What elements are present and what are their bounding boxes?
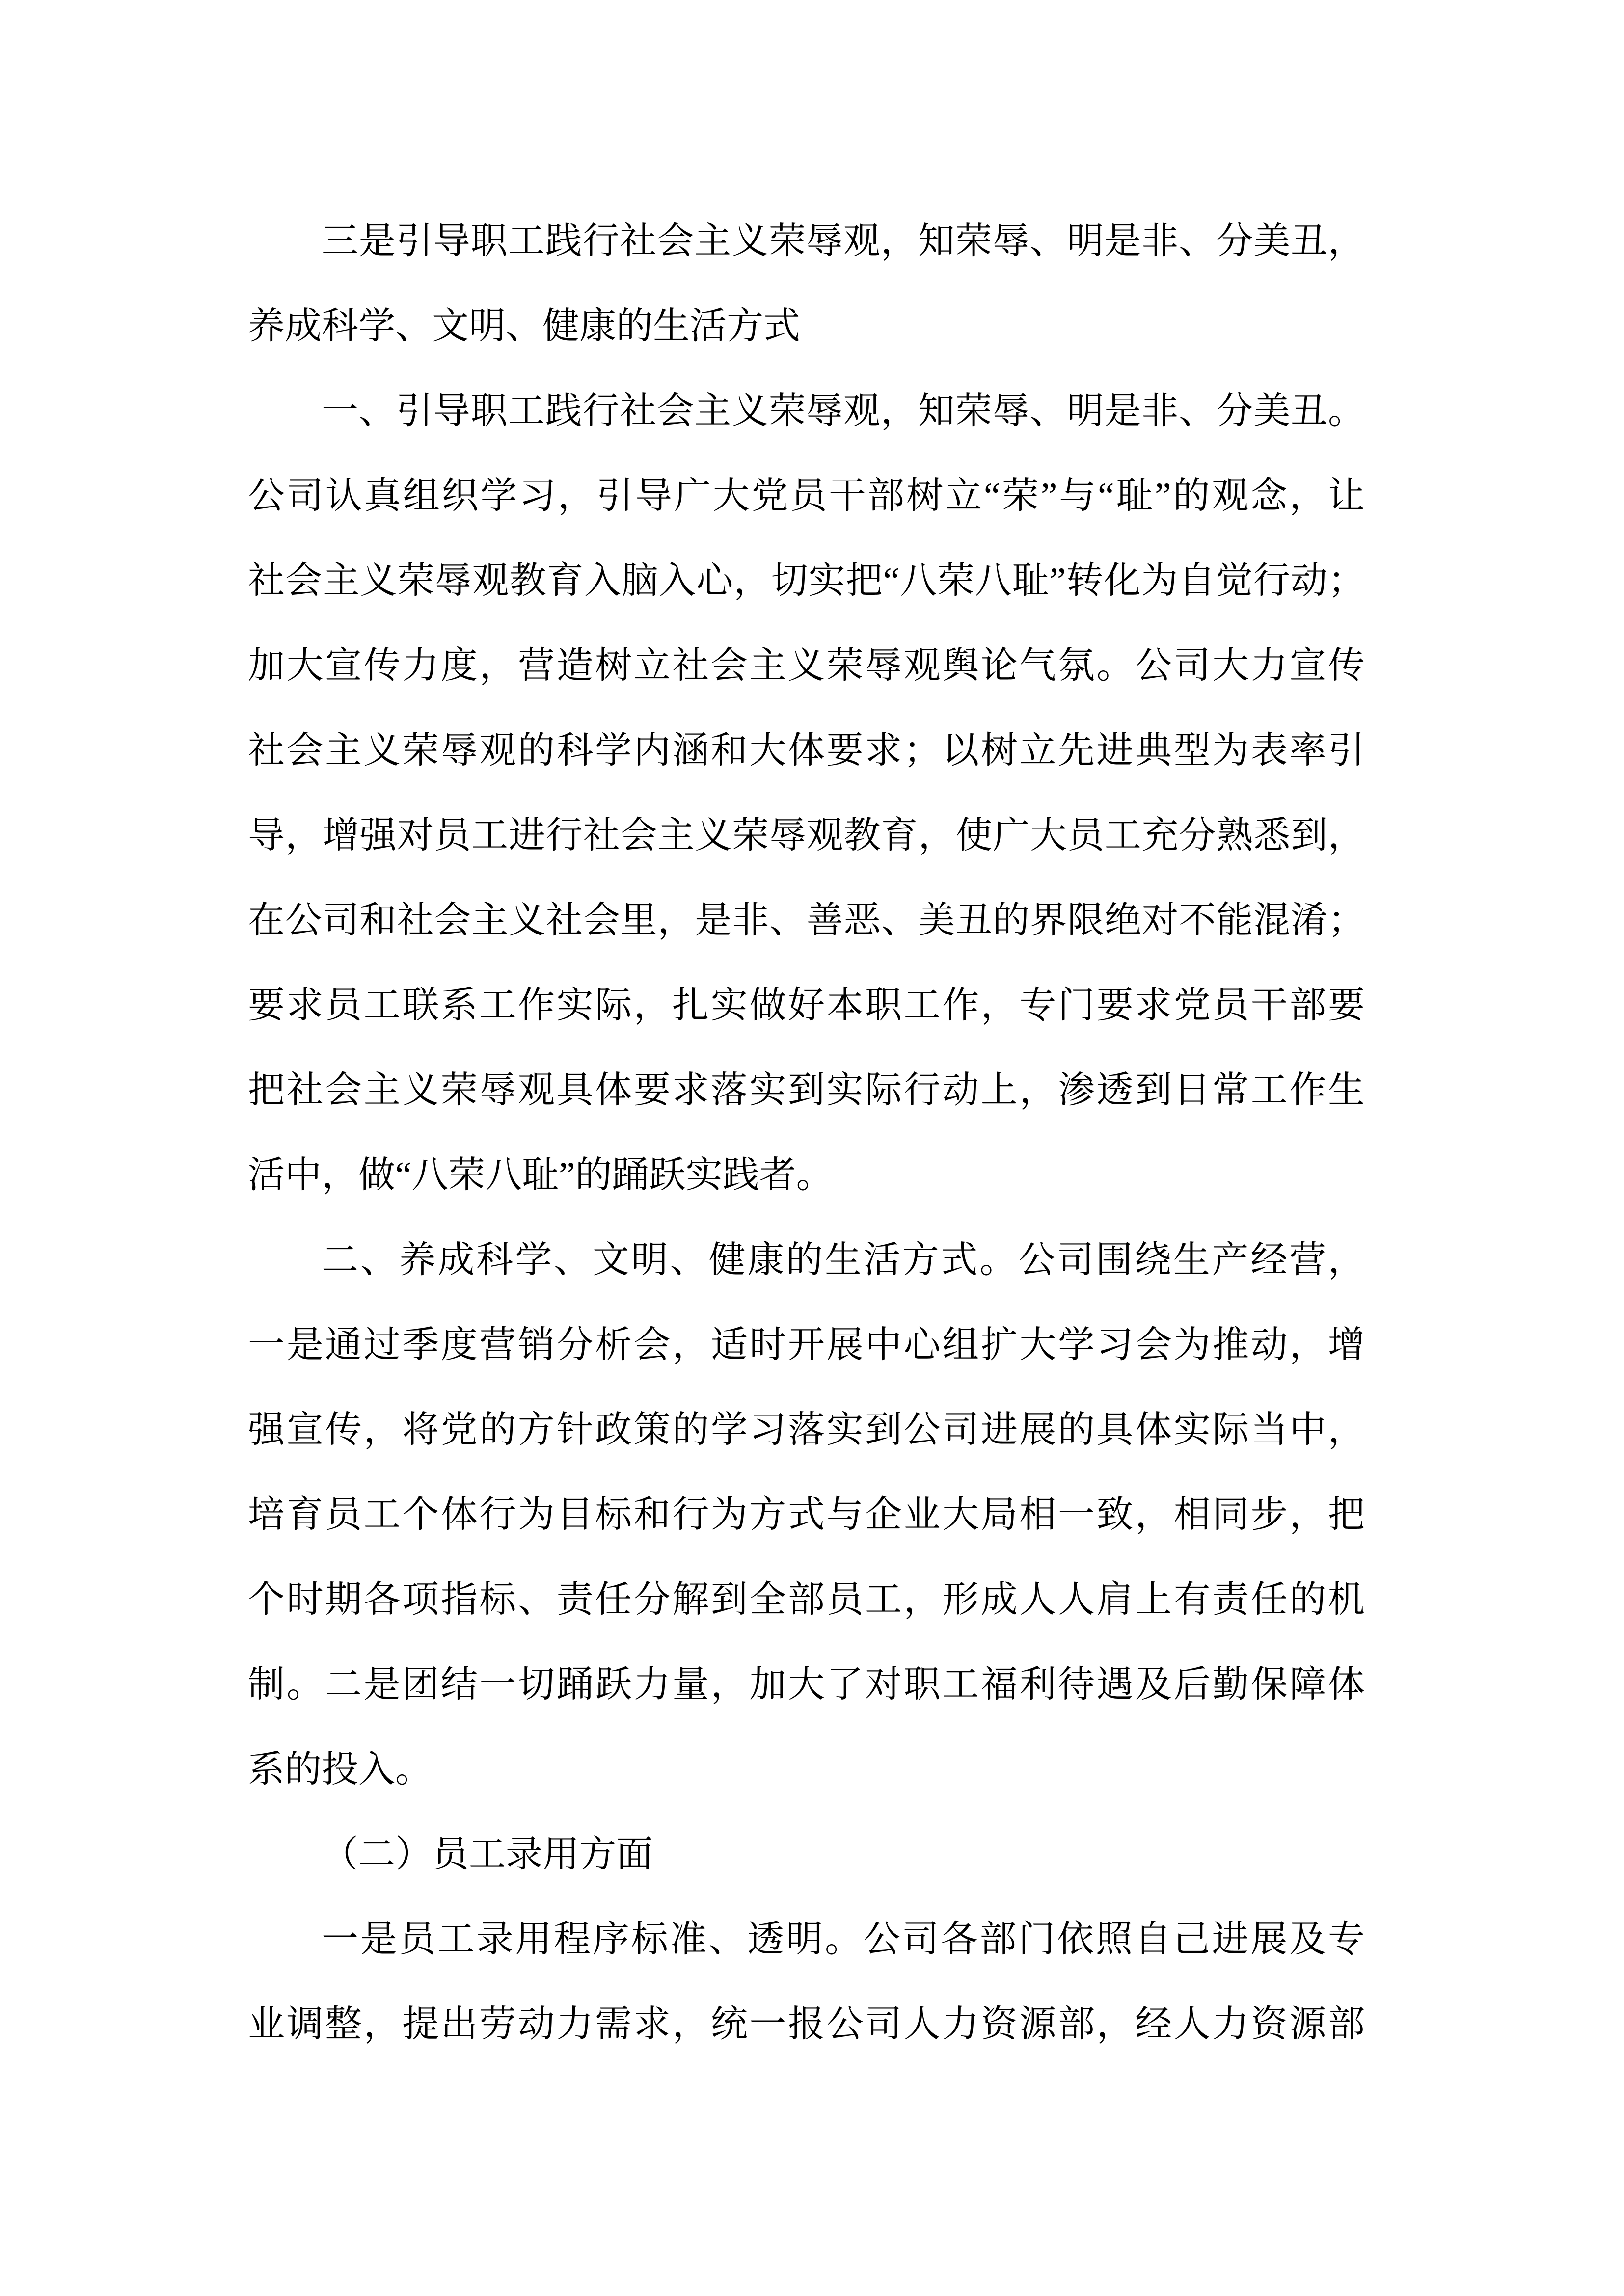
- text-line: 活中，做“八荣八耻”的踊跃实践者。: [248, 1155, 833, 1196]
- text-line: 社会主义荣辱观教育入脑入心，切实把“八荣八耻”转化为自觉行动；: [248, 561, 1365, 601]
- text-line: （二）员工录用方面: [322, 1834, 653, 1875]
- text-line: 养成科学、文明、健康的生活方式: [248, 306, 801, 347]
- text-line: 三是引导职工践行社会主义荣辱观，知荣辱、明是非、分美丑，: [322, 221, 1365, 262]
- text-line: 在公司和社会主义社会里，是非、善恶、美丑的界限绝对不能混淆；: [248, 900, 1365, 941]
- document-body: [248, 199, 1365, 2067]
- text-line: 一是通过季度营销分析会，适时开展中心组扩大学习会为推动，增: [248, 1325, 1365, 1365]
- text-line: 导，增强对员工进行社会主义荣辱观教育，使广大员工充分熟悉到，: [248, 815, 1365, 856]
- text-line: 一、引导职工践行社会主义荣辱观，知荣辱、明是非、分美丑。: [322, 391, 1365, 431]
- text-line: 个时期各项指标、责任分解到全部员工，形成人人肩上有责任的机: [248, 1579, 1365, 1620]
- text-line: 二、养成科学、文明、健康的生活方式。公司围绕生产经营，: [322, 1240, 1365, 1281]
- text-line: 社会主义荣辱观的科学内涵和大体要求；以树立先进典型为表率引: [248, 730, 1365, 771]
- text-line: 要求员工联系工作实际，扎实做好本职工作，专门要求党员干部要: [248, 985, 1365, 1026]
- text-line: 业调整，提出劳动力需求，统一报公司人力资源部，经人力资源部: [248, 2004, 1365, 2045]
- text-line: 系的投入。: [248, 1749, 433, 1790]
- text-line: 加大宣传力度，营造树立社会主义荣辱观舆论气氛。公司大力宣传: [248, 645, 1365, 686]
- text-line: 公司认真组织学习，引导广大党员干部树立“荣”与“耻”的观念，让: [248, 476, 1365, 516]
- text-line: 制。二是团结一切踊跃力量，加大了对职工福利待遇及后勤保障体: [248, 1664, 1365, 1705]
- text-line: 一是员工录用程序标准、透明。公司各部门依照自己进展及专: [322, 1919, 1365, 1960]
- text-line: 把社会主义荣辱观具体要求落实到实际行动上，渗透到日常工作生: [248, 1070, 1365, 1111]
- text-line: 强宣传，将党的方针政策的学习落实到公司进展的具体实际当中，: [248, 1410, 1365, 1450]
- text-line: 培育员工个体行为目标和行为方式与企业大局相一致，相同步，把: [248, 1495, 1365, 1535]
